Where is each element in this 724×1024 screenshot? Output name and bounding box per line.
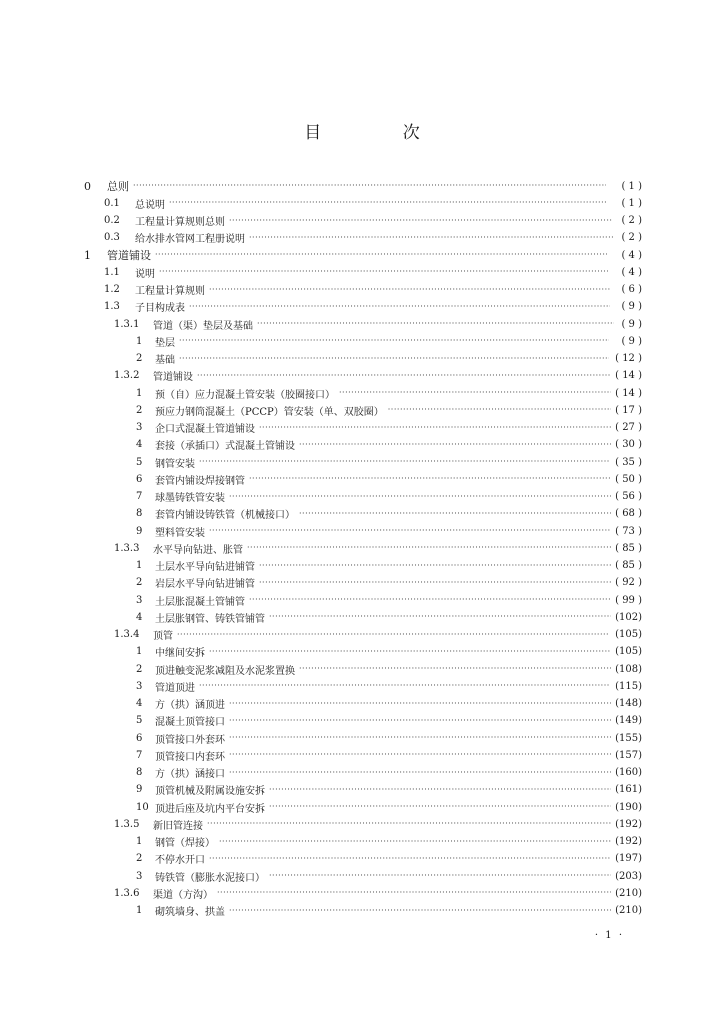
- toc-entry-number: 0.1: [104, 197, 120, 209]
- toc-entry-title: 垫层: [155, 337, 175, 349]
- toc-entry-title: 方（拱）涵顶进: [155, 700, 225, 711]
- toc-entry[interactable]: [104, 230, 642, 246]
- dot-leader: [269, 799, 611, 815]
- toc-entry-page: (192): [615, 836, 642, 847]
- toc-entry-number: 1.3.4: [114, 629, 140, 640]
- dot-leader: [259, 420, 611, 436]
- toc-entry-page: (148): [615, 698, 642, 709]
- dot-leader: [179, 333, 609, 349]
- toc-entry[interactable]: [114, 316, 642, 332]
- dot-leader: [249, 592, 611, 608]
- toc-entry-number: 1: [136, 560, 143, 571]
- toc-entry-number: 2: [136, 404, 143, 416]
- toc-entry-title: 岩层水平导向钻进铺管: [155, 579, 255, 591]
- toc-entry-number: 4: [136, 698, 143, 709]
- toc-entry-number: 9: [136, 784, 143, 796]
- toc-entry-page: ( 99 ): [615, 594, 642, 606]
- toc-entry[interactable]: [114, 540, 642, 556]
- toc-entry-number: 0: [84, 179, 91, 193]
- toc-entry[interactable]: [136, 609, 642, 625]
- toc-entry-title: 预（自）应力混凝土管安装（胶圈接口）: [155, 389, 335, 401]
- dot-leader: [199, 678, 610, 694]
- toc-entry-page: ( 85 ): [615, 542, 642, 554]
- toc-entry[interactable]: [136, 747, 642, 763]
- toc-entry[interactable]: [136, 834, 642, 850]
- toc-entry-page: (108): [615, 663, 642, 675]
- toc-entry-number: 5: [136, 456, 143, 468]
- toc-entry[interactable]: [136, 678, 642, 694]
- toc-entry-title: 顶管机械及附属设施安拆: [155, 786, 265, 798]
- toc-entry[interactable]: [136, 851, 642, 867]
- dot-leader: [229, 747, 611, 763]
- toc-entry[interactable]: [136, 696, 642, 712]
- toc-entry-page: (105): [615, 646, 642, 658]
- toc-entry[interactable]: [114, 368, 642, 384]
- toc-entry-page: ( 12 ): [615, 353, 642, 364]
- dot-leader: [229, 765, 611, 781]
- dot-leader: [229, 696, 611, 712]
- toc-entry[interactable]: [136, 644, 642, 660]
- toc-entry-page: ( 56 ): [615, 491, 642, 502]
- toc-entry-title: 土层胀混凝土管铺管: [155, 596, 245, 608]
- toc-entry[interactable]: [104, 299, 642, 315]
- toc-entry-number: 7: [136, 491, 143, 502]
- toc-entry-page: (149): [615, 715, 642, 727]
- toc-entry[interactable]: [136, 471, 642, 487]
- toc-entry-title: 渠道（方沟）: [153, 889, 213, 901]
- toc-entry[interactable]: [136, 523, 642, 539]
- toc-entry-number: 1.3.1: [114, 318, 140, 330]
- dot-leader: [207, 816, 611, 832]
- dot-leader: [169, 195, 608, 211]
- dot-leader: [133, 178, 606, 194]
- toc-entry-page: ( 14 ): [615, 387, 642, 399]
- toc-entry-title: 管道铺设: [107, 249, 151, 262]
- dot-leader: [189, 299, 610, 315]
- dot-leader: [209, 523, 611, 539]
- toc-entry[interactable]: [136, 402, 642, 418]
- toc-entry-title: 球墨铸铁管安装: [155, 493, 225, 504]
- toc-entry-title: 新旧管连接: [153, 820, 203, 832]
- toc-entry-number: 0.3: [104, 232, 120, 244]
- toc-entry[interactable]: [136, 437, 642, 453]
- toc-entry-title: 混凝土顶管接口: [155, 717, 225, 729]
- dot-leader: [259, 575, 611, 591]
- dot-leader: [299, 661, 611, 677]
- toc-entry-number: 6: [136, 732, 143, 744]
- dot-leader: [179, 351, 609, 367]
- dot-leader: [339, 385, 611, 401]
- toc-entry-page: (161): [615, 784, 642, 796]
- toc-entry-title: 不停水开口: [155, 855, 205, 867]
- toc-entry-page: ( 85 ): [615, 560, 642, 571]
- toc-entry[interactable]: [136, 575, 642, 591]
- dot-leader: [209, 851, 611, 867]
- toc-entry-page: (192): [615, 818, 642, 830]
- dot-leader: [209, 644, 611, 660]
- toc-entry-page: ( 9 ): [621, 335, 642, 347]
- toc-entry-page: (210): [615, 905, 642, 916]
- toc-entry[interactable]: [136, 713, 642, 729]
- toc-entry-title: 顶进后座及坑内平台安拆: [155, 803, 265, 815]
- toc-entry-number: 1: [136, 335, 143, 347]
- dot-leader: [388, 402, 611, 418]
- toc-entry-page: (155): [615, 732, 642, 744]
- toc-entry-number: 2: [136, 577, 143, 589]
- toc-entry-page: ( 73 ): [615, 525, 642, 537]
- toc-entry[interactable]: [136, 351, 642, 367]
- toc-entry-number: 1.3.6: [114, 887, 140, 899]
- toc-entry[interactable]: [136, 799, 642, 815]
- dot-leader: [199, 454, 610, 470]
- toc-entry-title: 套管内铺设铸铁管（机械接口）: [155, 510, 295, 522]
- toc-entry-number: 1: [136, 646, 143, 658]
- toc-entry-page: (197): [615, 853, 642, 865]
- toc-entry-number: 1: [136, 836, 143, 847]
- toc-entry[interactable]: [136, 782, 642, 798]
- toc-entry-title: 顶进触变泥浆减阻及水泥浆置换: [155, 665, 295, 677]
- dot-leader: [269, 609, 611, 625]
- dot-leader: [299, 437, 611, 453]
- toc-entry[interactable]: [114, 816, 642, 832]
- dot-leader: [229, 903, 611, 919]
- toc-entry-page: ( 30 ): [615, 439, 642, 451]
- toc-entry-title: 总则: [107, 180, 129, 193]
- toc-entry-title: 管道铺设: [153, 372, 193, 384]
- toc-entry-title: 子目构成表: [135, 303, 185, 315]
- toc-entry-title: 工程量计算规则: [135, 286, 205, 297]
- page-title: 目 次: [304, 123, 458, 143]
- toc-entry-page: (160): [615, 767, 642, 778]
- dot-leader: [159, 264, 608, 280]
- toc-entry-title: 套管内铺设焊接钢管: [155, 475, 245, 487]
- toc-entry-title: 土层胀钢管、铸铁管铺管: [155, 613, 265, 625]
- dot-leader: [269, 868, 611, 884]
- toc-entry-title: 土层水平导向钻进铺管: [155, 562, 255, 573]
- toc-entry-number: 2: [136, 853, 143, 865]
- toc-entry-number: 1: [136, 387, 143, 399]
- toc-entry-title: 中继间安拆: [155, 648, 205, 660]
- toc-entry[interactable]: [136, 592, 642, 608]
- toc-entry-page: ( 35 ): [615, 456, 642, 468]
- toc-entry[interactable]: [104, 195, 642, 211]
- toc-entry-number: 1.3.3: [114, 542, 140, 554]
- toc-entry-title: 企口式混凝土管道铺设: [155, 424, 255, 435]
- toc-entry-page: ( 9 ): [621, 318, 642, 330]
- toc-entry-number: 3: [136, 594, 143, 606]
- toc-entry-title: 管道（渠）垫层及基础: [153, 320, 253, 332]
- toc-entry-number: 1.2: [104, 284, 120, 295]
- toc-entry-page: ( 1 ): [621, 197, 642, 209]
- toc-entry-title: 说明: [135, 268, 155, 280]
- toc-entry-number: 3: [136, 680, 143, 692]
- dot-leader: [249, 230, 613, 246]
- toc-entry-number: 8: [136, 508, 143, 520]
- toc-entry[interactable]: [136, 868, 642, 884]
- toc-entry-title: 砌筑墙身、拱盖: [155, 907, 225, 918]
- toc-entry-title: 预应力钢筒混凝土（PCCP）管安装（单、双胶圈）: [155, 406, 384, 418]
- toc-entry-title: 工程量计算规则总则: [135, 217, 225, 228]
- toc-entry-number: 7: [136, 749, 143, 761]
- toc-entry-page: ( 9 ): [621, 301, 642, 313]
- toc-entry-page: ( 1 ): [621, 180, 642, 192]
- toc-entry-title: 管道顶进: [155, 682, 195, 694]
- toc-entry-page: ( 6 ): [621, 284, 642, 295]
- toc-entry[interactable]: [136, 489, 642, 505]
- dot-leader: [209, 282, 611, 298]
- dot-leader: [247, 540, 611, 556]
- toc-entry-title: 套接（承插口）式混凝土管铺设: [155, 441, 295, 453]
- toc-entry-number: 1.3: [104, 301, 120, 313]
- toc-entry[interactable]: [104, 282, 642, 298]
- toc-entry-page: ( 14 ): [615, 370, 642, 382]
- toc-entry-number: 3: [136, 422, 143, 433]
- toc-entry[interactable]: [136, 730, 642, 746]
- toc-entry-page: ( 92 ): [615, 577, 642, 589]
- toc-entry-page: ( 4 ): [621, 249, 642, 261]
- toc-entry-page: (157): [615, 749, 642, 761]
- toc-entry-number: 9: [136, 525, 143, 537]
- dot-leader: [217, 885, 611, 901]
- toc-entry-title: 总说明: [135, 199, 165, 211]
- toc-entry-number: 1.3.5: [114, 818, 140, 830]
- dot-leader: [219, 834, 611, 850]
- toc-entry-number: 1: [84, 248, 91, 262]
- toc-entry-page: ( 2 ): [621, 232, 642, 244]
- toc-entry-page: ( 17 ): [615, 404, 642, 416]
- toc-entry[interactable]: [136, 420, 642, 436]
- dot-leader: [259, 558, 611, 574]
- toc-entry[interactable]: [136, 454, 642, 470]
- toc-entry-title: 顶管: [153, 631, 173, 642]
- toc-entry[interactable]: [104, 213, 642, 229]
- toc-entry-page: ( 27 ): [615, 422, 642, 433]
- toc-entry-number: 0.2: [104, 215, 120, 226]
- toc-entry-title: 钢管安装: [155, 458, 195, 470]
- toc-entry-page: (190): [615, 801, 642, 813]
- dot-leader: [299, 506, 611, 522]
- toc-entry-title: 铸铁管（膨胀水泥接口）: [155, 872, 265, 884]
- toc-entry[interactable]: [136, 661, 642, 677]
- toc-entry-title: 钢管（焊接）: [155, 838, 215, 849]
- toc-entry-title: 顶管接口外套环: [155, 734, 225, 746]
- toc-entry[interactable]: [136, 558, 642, 574]
- toc-entry-page: ( 50 ): [615, 473, 642, 485]
- toc-entry-number: 1.1: [104, 266, 120, 278]
- dot-leader: [229, 489, 611, 505]
- toc-entry-page: (115): [615, 680, 642, 692]
- page-number: · 1 ·: [594, 930, 624, 941]
- toc-entry-page: (203): [615, 870, 642, 882]
- toc-entry-number: 1: [136, 905, 143, 916]
- toc-entry[interactable]: [114, 627, 642, 643]
- toc-entry-title: 方（拱）涵接口: [155, 769, 225, 780]
- toc-entry[interactable]: [84, 178, 642, 194]
- toc-entry-title: 给水排水管网工程册说明: [135, 234, 245, 246]
- toc-entry-page: (105): [615, 629, 642, 640]
- toc-entry[interactable]: [84, 247, 642, 263]
- dot-leader: [229, 730, 611, 746]
- toc-entry-title: 基础: [155, 355, 175, 366]
- toc-entry-number: 5: [136, 715, 143, 727]
- toc-entry-page: (102): [615, 611, 642, 623]
- toc-entry-title: 塑料管安装: [155, 527, 205, 539]
- toc-entry-page: ( 2 ): [621, 215, 642, 226]
- dot-leader: [155, 247, 607, 263]
- toc-entry-page: ( 4 ): [621, 266, 642, 278]
- toc-entry-page: (210): [615, 887, 642, 899]
- dot-leader: [257, 316, 614, 332]
- dot-leader: [269, 782, 611, 798]
- dot-leader: [229, 713, 611, 729]
- toc-entry-page: ( 68 ): [615, 508, 642, 520]
- dot-leader: [197, 368, 610, 384]
- toc-entry[interactable]: [136, 506, 642, 522]
- toc-entry-title: 顶管接口内套环: [155, 751, 225, 763]
- toc-entry-number: 2: [136, 663, 143, 675]
- toc-entry-number: 2: [136, 353, 143, 364]
- toc-entry[interactable]: [114, 885, 642, 901]
- toc-entry-number: 6: [136, 473, 143, 485]
- dot-leader: [249, 471, 611, 487]
- toc-entry-number: 8: [136, 767, 143, 778]
- toc-entry[interactable]: [136, 385, 642, 401]
- toc-entry[interactable]: [104, 264, 642, 280]
- toc-entry[interactable]: [136, 765, 642, 781]
- toc-entry-title: 水平导向钻进、胀管: [153, 544, 243, 556]
- toc-entry[interactable]: [136, 333, 642, 349]
- toc-entry-number: 4: [136, 611, 143, 623]
- toc-entry-number: 3: [136, 870, 143, 882]
- toc-entry[interactable]: [136, 903, 642, 919]
- toc-entry-number: 1.3.2: [114, 370, 140, 382]
- toc-entry-number: 10: [136, 801, 149, 813]
- toc-entry-number: 4: [136, 439, 143, 451]
- dot-leader: [229, 213, 612, 229]
- dot-leader: [177, 627, 609, 643]
